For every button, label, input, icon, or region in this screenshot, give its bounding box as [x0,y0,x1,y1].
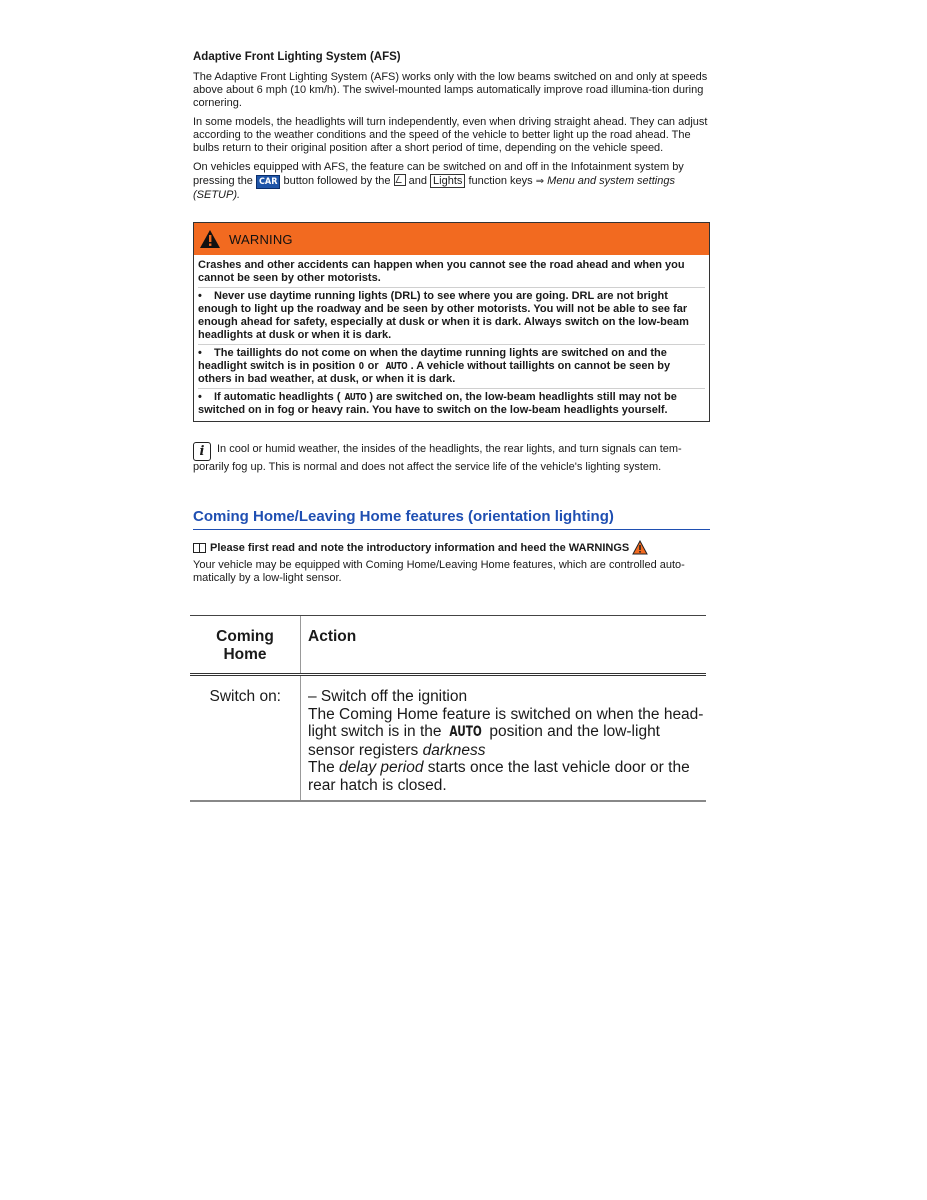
auto-symbol: AUTO [449,724,482,740]
afs-paragraph-3-start: On vehicles equipped with AFS, the feature can be switched on and off in the Infotainment system by pressing the [193,161,684,187]
bullet-icon: • [198,290,202,302]
table-header-action: Action [308,628,357,645]
car-key: CAR [256,175,280,189]
table-header-row [190,616,706,676]
warning-triangle-icon [199,229,221,249]
action-line-2-b: position and the low-light sensor registers [308,723,660,759]
action-line-3 [308,759,706,794]
position-zero-symbol: 0 [358,361,364,372]
auto-symbol: AUTO [344,392,366,403]
header-line-1: Coming [216,628,274,645]
section-title: Coming Home/Leaving Home features (orientation lighting) [193,508,710,530]
lights-settings-icon [394,174,406,186]
afs-paragraph-3-mid2: and [405,175,431,187]
menu-reference: Menu and system settings (SETUP). [193,175,675,201]
afs-paragraph-3 [193,161,711,202]
warning-bullet-2-text-b: . A vehicle without taillights on cannot be seen by others in bad weather, at dusk, or when it is dark. [198,360,671,385]
warning-bullet-1-text: Never use daytime running lights (DRL) to see where you are going. DRL are not bright enough to light up the roadway and be seen by other motorists. You will not be able to see far enough ahead for safety, especially at dusk or when it is dark. Always switch on the low-beam headlights at dusk or when it is dark. [198,290,689,341]
row-action [301,676,706,800]
warning-body [194,255,709,421]
afs-paragraph-1: The Adaptive Front Lighting System (AFS) works only with the low beams switched on and only at speeds above about 6 mph (10 km/h). The swivel-mounted lamps automatically improve road illumina-tion during cornering. [193,71,708,109]
warning-bullet-2-or: or [364,360,382,372]
table-row [190,676,706,802]
warning-bullet-3-text-b: ) are switched on, the low-beam headlights still may not be switched on in fog or heavy rain. You have to switch on the low-beam headlights yourself. [198,391,677,416]
action-line-3-a: The [308,759,340,776]
darkness-term: darkness [422,741,486,759]
book-icon [193,543,206,553]
info-icon: i [193,442,211,461]
warning-bullet-2-text-a: The taillights do not come on when the daytime running lights are switched on and the headlight switch is in position [198,347,667,372]
read-first-note [193,540,711,555]
warning-bullet-3 [198,389,705,419]
info-note-text: In cool or humid weather, the insides of the headlights, the rear lights, and turn signals can tem-porarily fog up. This is normal and does not affect the service life of the vehicle's lighting system. [193,443,682,473]
coming-home-table [190,615,706,802]
delay-period-term: delay period [339,759,424,776]
warning-small-icon [632,540,648,555]
action-line-3-b: starts once the last vehicle door or the rear hatch is closed. [308,759,690,794]
reference-arrow-icon: ⇒ [535,176,545,187]
info-note [193,442,711,474]
row-label: Switch on: [190,676,301,800]
table-header-coming-home [190,616,301,673]
afs-paragraph-2: In some models, the headlights will turn independently, even when driving straight ahead. They can adjust according to the weather conditions and the speed of the vehicle to better light up the road ahead. The bulbs return to their original position after a short period of time, depending on the vehicle speed. [193,116,708,154]
action-line-1: – Switch off the ignition [308,688,468,705]
warning-intro: Crashes and other accidents can happen when you cannot see the road ahead and when you cannot be seen by other motorists. [198,257,705,288]
warning-bullet-3-text-a: If automatic headlights ( [214,391,341,403]
action-line-2-a: The Coming Home feature is switched on when the head-light switch is in the [308,705,704,740]
warning-box [193,222,710,422]
lights-key: Lights [430,174,465,188]
read-first-text: Please first read and note the introductory information and heed the WARNINGS [210,541,630,554]
afs-heading: Adaptive Front Lighting System (AFS) [193,51,401,63]
bullet-icon: • [198,391,202,403]
warning-header [194,223,709,255]
auto-symbol: AUTO [385,361,407,372]
action-line-2 [308,706,706,760]
bullet-icon: • [198,347,202,359]
page-content [193,50,711,585]
afs-paragraph-3-mid3: function keys [465,175,536,187]
header-line-2: Home [223,646,267,663]
warning-bullet-2 [198,345,705,389]
warning-bullet-1 [198,288,705,345]
warning-title: WARNING [229,231,293,247]
afs-paragraph-3-mid1: button followed by the [280,175,394,187]
coming-home-intro: Your vehicle may be equipped with Coming Home/Leaving Home features, which are controlled auto-matically by a low-light sensor. [193,559,685,584]
